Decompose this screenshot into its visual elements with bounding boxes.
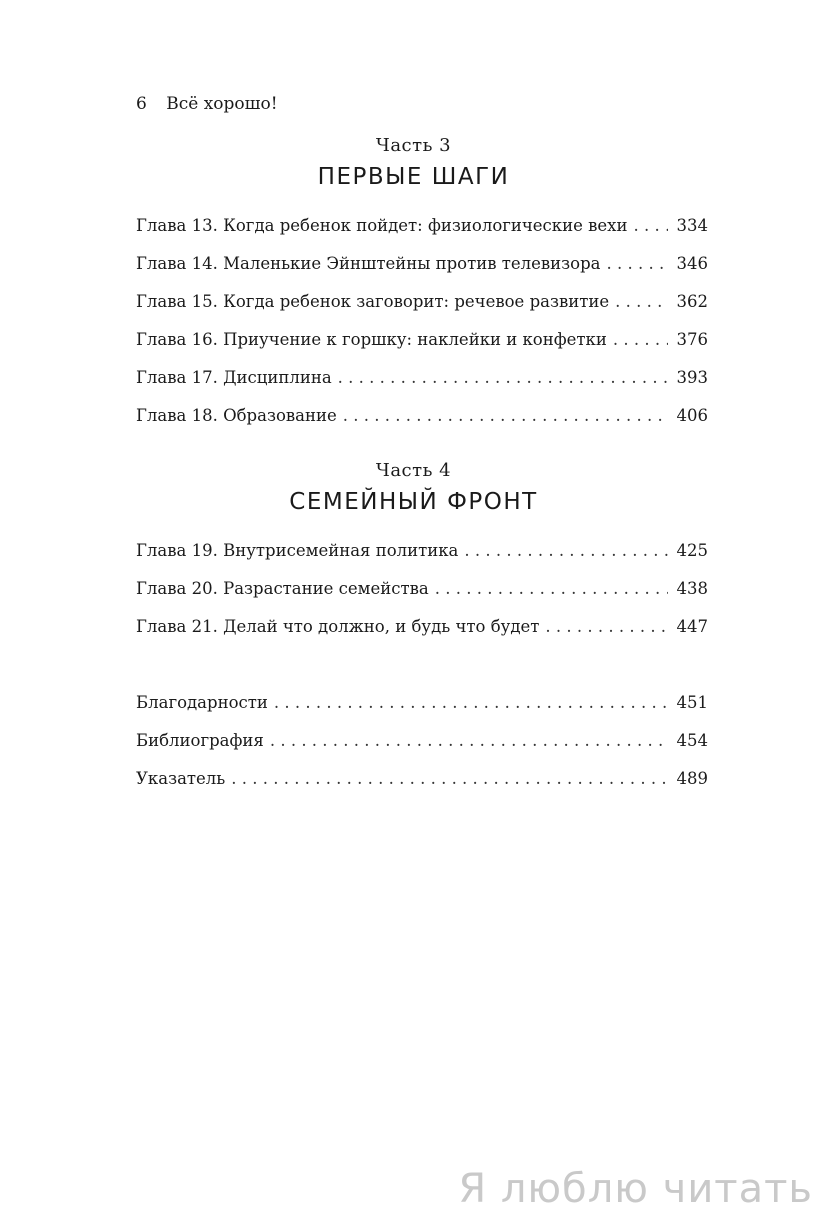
watermark-text: Я люблю читать xyxy=(458,1166,813,1212)
toc-entry-page: 447 xyxy=(676,617,708,636)
toc-entry-page: 406 xyxy=(676,406,708,425)
toc-entry[interactable] xyxy=(136,769,708,807)
toc-entry-title: Глава 15. Когда ребенок заговорит: речевое развитие xyxy=(136,292,610,311)
part-3-label: Часть 3 xyxy=(375,135,452,156)
toc-entry[interactable] xyxy=(136,330,708,368)
toc-entry-page: 334 xyxy=(676,216,708,235)
toc-entry-title: Глава 21. Делай что должно, и будь что будет xyxy=(136,617,540,636)
toc-entry-page: 393 xyxy=(676,368,708,387)
toc-entry[interactable] xyxy=(136,579,708,617)
dot-leader xyxy=(613,330,668,350)
toc-entry[interactable] xyxy=(136,254,708,292)
toc-entry[interactable] xyxy=(136,541,708,579)
toc-entry-title: Библиография xyxy=(136,731,264,750)
part-3-toc xyxy=(136,216,708,444)
running-title: Всё хорошо! xyxy=(166,94,278,114)
dot-leader xyxy=(343,406,668,426)
dot-leader xyxy=(231,769,668,789)
running-header xyxy=(136,93,278,115)
toc-entry-page: 376 xyxy=(676,330,708,349)
dot-leader xyxy=(270,731,668,751)
dot-leader xyxy=(338,368,668,388)
toc-entry-title: Глава 17. Дисциплина xyxy=(136,368,332,387)
toc-entry-title: Глава 19. Внутрисемейная политика xyxy=(136,541,459,560)
part-4-toc xyxy=(136,541,708,655)
toc-entry-title: Глава 18. Образование xyxy=(136,406,337,425)
toc-entry[interactable] xyxy=(136,406,708,444)
dot-leader xyxy=(464,541,668,561)
back-matter-toc xyxy=(136,693,708,807)
toc-entry-page: 425 xyxy=(676,541,708,560)
toc-entry-page: 489 xyxy=(676,769,708,788)
page-number: 6 xyxy=(136,94,147,114)
toc-entry-title: Благодарности xyxy=(136,693,268,712)
dot-leader xyxy=(545,617,668,637)
dot-leader xyxy=(633,216,668,236)
dot-leader xyxy=(607,254,668,274)
toc-entry-title: Глава 16. Приучение к горшку: наклейки и конфетки xyxy=(136,330,607,349)
toc-entry-page: 346 xyxy=(676,254,708,273)
toc-entry-page: 438 xyxy=(676,579,708,598)
toc-entry[interactable] xyxy=(136,292,708,330)
toc-entry[interactable] xyxy=(136,368,708,406)
toc-entry-page: 451 xyxy=(676,693,708,712)
toc-entry-page: 362 xyxy=(676,292,708,311)
part-4-label: Часть 4 xyxy=(375,460,452,481)
toc-entry-page: 454 xyxy=(676,731,708,750)
dot-leader xyxy=(615,292,668,312)
toc-entry[interactable] xyxy=(136,617,708,655)
dot-leader xyxy=(435,579,668,599)
toc-entry[interactable] xyxy=(136,693,708,731)
toc-entry-title: Глава 14. Маленькие Эйнштейны против телевизора xyxy=(136,254,601,273)
toc-entry-title: Глава 20. Разрастание семейства xyxy=(136,579,429,598)
toc-entry-title: Указатель xyxy=(136,769,226,788)
part-4-title: СЕМЕЙНЫЙ ФРОНТ xyxy=(289,489,538,515)
toc-entry[interactable] xyxy=(136,216,708,254)
dot-leader xyxy=(274,693,668,713)
part-3-title: ПЕРВЫЕ ШАГИ xyxy=(317,164,510,190)
toc-entry[interactable] xyxy=(136,731,708,769)
toc-entry-title: Глава 13. Когда ребенок пойдет: физиологические вехи xyxy=(136,216,628,235)
